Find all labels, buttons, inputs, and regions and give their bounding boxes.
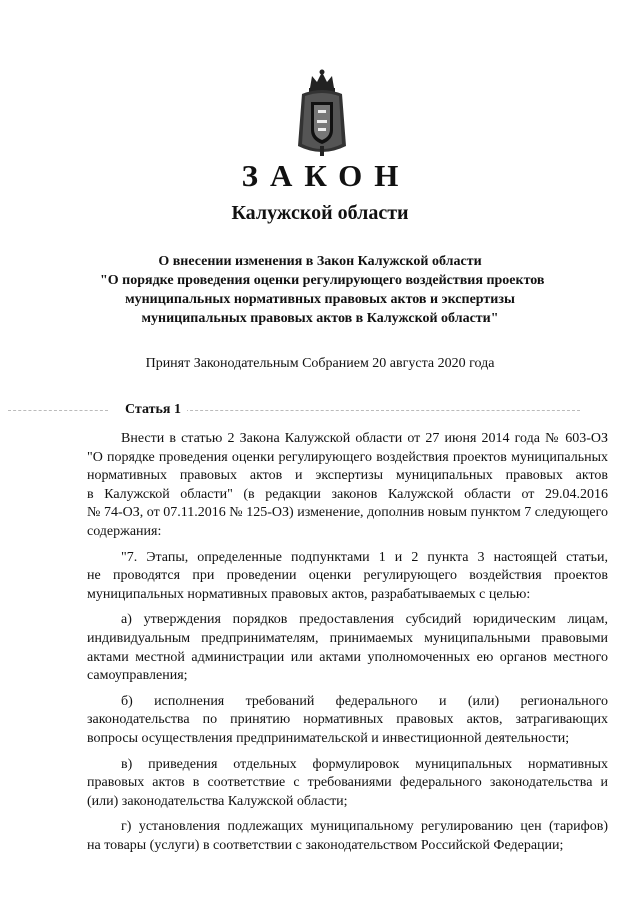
text-line: не проводятся при проведении оценки регулирующего воздействия проектов xyxy=(87,568,608,584)
heading-line: О внесении изменения в Закон Калужской области xyxy=(158,254,482,269)
text-line: № 74-ОЗ, от 07.11.2016 № 125-ОЗ) изменение, дополнив новым пунктом 7 следующего xyxy=(87,505,608,521)
paragraph-item-7 xyxy=(87,549,608,605)
document-title: ЗАКОН xyxy=(241,158,411,193)
paragraph-subitem-g xyxy=(87,818,608,855)
text-line: нормативных правовых актов и экспертизы муниципальных правовых актов xyxy=(87,468,608,484)
text-line: в) приведения отдельных формулировок муниципальных нормативных xyxy=(121,756,608,772)
heading-line: "О порядке проведения оценки регулирующего воздействия проектов xyxy=(100,273,545,288)
text-line: вопросы осуществления предпринимательской и инвестиционной деятельности; xyxy=(87,730,570,746)
article-body xyxy=(87,430,608,862)
paragraph-subitem-b xyxy=(87,693,608,749)
text-line: б) исполнения требований федерального и (или) регионального xyxy=(121,693,608,709)
paragraph-intro xyxy=(87,430,608,542)
text-line: муниципальных нормативных правовых актов, разрабатываемых с целью: xyxy=(87,586,531,602)
coat-of-arms-icon xyxy=(296,68,348,158)
scan-divider-right xyxy=(180,410,580,411)
text-line: а) утверждения порядков предоставления субсидий юридическим лицам, xyxy=(121,612,608,628)
text-line: содержания: xyxy=(87,523,162,539)
text-line: Внести в статью 2 Закона Калужской области от 27 июня 2014 года № 603-ОЗ xyxy=(121,431,608,446)
scan-divider-left xyxy=(8,410,108,411)
text-line: "О порядке проведения оценки регулирующего воздействия проектов муниципальных xyxy=(87,449,608,465)
paragraph-subitem-v xyxy=(87,756,608,812)
law-heading xyxy=(100,252,545,328)
text-line: на товары (услуги) в соответствии с законодательством Российской Федерации; xyxy=(87,837,564,853)
text-line: г) установления подлежащих муниципальному регулированию цен (тарифов) xyxy=(121,819,608,835)
adoption-date: Принят Законодательным Собранием 20 августа 2020 года xyxy=(145,356,495,371)
heading-line: муниципальных нормативных правовых актов и экспертизы xyxy=(125,292,515,307)
article-label: Статья 1 xyxy=(125,402,187,418)
document-subtitle: Калужской области xyxy=(231,202,409,224)
heading-line: муниципальных правовых актов в Калужской области" xyxy=(141,311,499,326)
text-line: в Калужской области" (в редакции законов Калужской области от 29.04.2016 xyxy=(87,486,608,502)
text-line: индивидуальным предпринимателям, принимаемых муниципальными правовыми xyxy=(87,630,608,646)
paragraph-subitem-a xyxy=(87,611,608,685)
text-line: правовых актов в соответствие с требованиями федерального законодательства и xyxy=(87,775,608,791)
text-line: актами местной администрации или актами уполномоченных ею органов местного xyxy=(87,649,608,665)
text-line: самоуправления; xyxy=(87,668,188,684)
text-line: "7. Этапы, определенные подпунктами 1 и 2 пункта 3 настоящей статьи, xyxy=(121,549,608,565)
text-line: законодательства по принятию нормативных правовых актов, затрагивающих xyxy=(87,712,608,728)
text-line: (или) законодательства Калужской области; xyxy=(87,793,348,809)
